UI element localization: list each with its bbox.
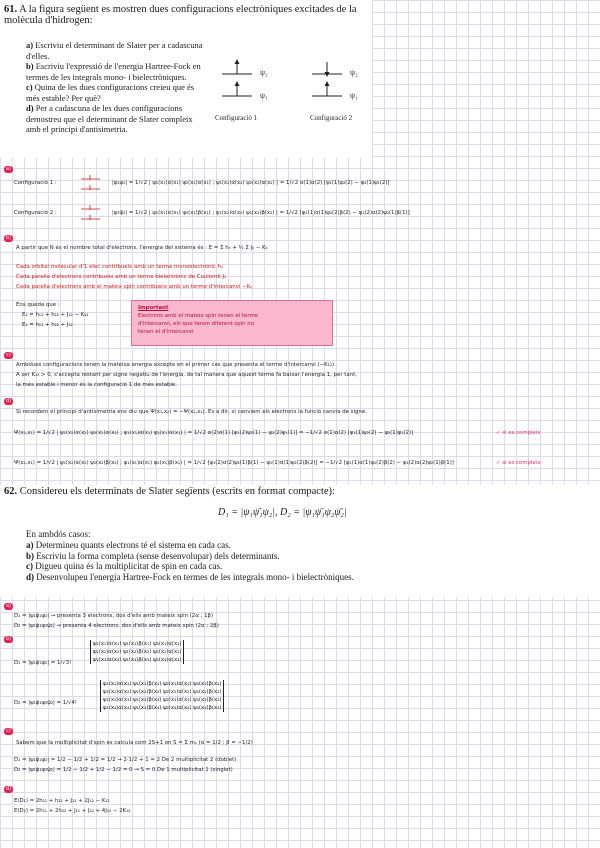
list-item: c) Digueu quina és la multiplicitat de spin en cada cas.: [26, 561, 223, 571]
a62-line: D₁ = |ψ₁ψ̄₁ψ₂| → presenta 3 electrons, dos d'ells amb mateix spin (2α ; 1β): [14, 613, 214, 619]
answer62-marker-c: c): [4, 728, 13, 735]
b-bullet: Cada parella d'electrons amb el mateix spin contribueix amb un terme d'intercanvi −Kᵢⱼ: [16, 284, 253, 290]
c62-line: D₁ = |ψ₁ψ̄₁ψ₂| = 1/2 − 1/2 + 1/2 = 1/2 → 2·1/2 + 1 = 2 De 2 multiplicitat 2 (doblet): [14, 757, 237, 763]
list-item: b) Escriviu la forma completa (sense desenvolupar) dels determinants.: [26, 550, 280, 561]
list-item: c) Quina de les dues configuracions creieu que és més estable? Per què?: [26, 82, 195, 103]
config1-sketch: [78, 174, 108, 194]
note-line: tenen el d'intercanvi: [138, 329, 194, 335]
list-item: d) Desenvolupeu l'energia Hartree-Fock en termes de les integrals mono- i bielectròniques.: [26, 571, 354, 582]
b-bullet: Cada parella d'electrons contribueix amb un terme bielectrònic de Coulomb Jᵢⱼ: [16, 274, 226, 280]
matrix-row: ψ₁(x₁)α(x₁) ψ₁(x₁)β(x₁) ψ₂(x₁)α(x₁) ψ₂(x₁)β(x₁): [103, 681, 222, 687]
problem-61-items: [26, 40, 206, 135]
b-bullet: Cada orbital molecular d'1 elec contribueix amb un terme monoelectrònic hᵢᵢ: [16, 264, 223, 270]
config2-determinant: |ψ₁ψ̄₂| = 1/√2 | ψ₁(x₁)α(x₁) ψ₂(x₁)β(x₁) ; ψ₁(x₂)α(x₂) ψ₂(x₂)β(x₂) | = 1/√2 [ψ₁(1)α(1)ψ₂(2)β(2) − ψ₁(2)α(2)ψ₂(1)β(1)]: [112, 210, 410, 216]
c-line: A ser K₁₂ > 0, s'accepta restant per signe negatiu de l'energia, de tal manera que aquest terme fa baixar l'energia 1, per tant,: [16, 372, 357, 378]
energy-e2: E₂ = h₁₁ + h₂₂ + J₁₂: [22, 322, 73, 328]
answer-marker-d: d): [5, 398, 12, 404]
problem-62-items: [26, 540, 586, 582]
d-check-config2: ✓ sí es compleix: [496, 460, 541, 466]
d1-prefix: D₁ = |ψ₁ψ̄₁ψ₂| = 1/√3!: [14, 660, 72, 666]
answer-marker-c: c): [4, 352, 13, 359]
c-line: la més estable i menor és la configuració 1 de més estable.: [16, 382, 177, 388]
note-title: Important: [138, 305, 169, 311]
problem-61-intro: 61. A la figura següent es mostren dues configuracions electròniques excitades de la molècula d'hidrogen:: [4, 4, 357, 26]
note-line: d'intercanvi, els que tenen diferent spin no: [138, 321, 255, 327]
matrix-row: ψ₁(x₃)α(x₃) ψ₁(x₃)β(x₃) ψ₂(x₃)α(x₃): [93, 657, 182, 663]
answer62-marker-a: a): [5, 603, 11, 609]
matrix-row: ψ₁(x₁)α(x₁) ψ₁(x₁)β(x₁) ψ₂(x₁)α(x₁): [93, 641, 182, 647]
c62-intro: Sabem que la multiplicitat d'spin es calcula com 2S+1 on S = Σ mₛ (α = 1/2 ; β = −1/2): [16, 740, 253, 746]
d1-determinant-matrix: [90, 640, 184, 664]
problem-62-block: [0, 485, 600, 597]
config2-label: Configuració 2 :: [14, 210, 57, 216]
c-line: Ambdues configuracions tenen la mateixa energia excepte en el primer cas que presenta el terme d'intercanvi (−K₁₂).: [16, 362, 336, 368]
d2-prefix: D₂ = |ψ₁ψ̄₁ψ₂ψ̄₂| = 1/√4!: [14, 700, 77, 706]
psi1-label-config2: ψ₁: [350, 91, 358, 100]
both-cases-label: En ambdós casos:: [26, 529, 91, 539]
problem-61-block: [0, 0, 372, 158]
matrix-row: ψ₁(x₂)α(x₂) ψ₁(x₂)β(x₂) ψ₂(x₂)α(x₂) ψ₂(x₂)β(x₂): [103, 689, 222, 695]
a62-line: D₂ = |ψ₁ψ̄₁ψ₂ψ̄₂| → presenta 4 electrons, dos d'ells amb mateix spin (2α ; 2β): [14, 623, 219, 629]
psi2-label-config1: ψ₂: [260, 68, 268, 77]
answer62-marker-d: d): [5, 786, 12, 792]
config2-sketch: [78, 204, 108, 224]
d2-determinant-matrix: [100, 680, 224, 712]
config2-caption: Configuració 2: [310, 114, 353, 122]
c62-line: D₂ = |ψ₁ψ̄₁ψ₂ψ̄₂| = 1/2 − 1/2 + 1/2 − 1/2 = 0 → S = 0 De 1 multiplicitat 1 (singlet): [14, 767, 233, 773]
answer-marker-a: a): [5, 166, 11, 172]
slater-formula: D₁ = |ψ₁ψ̄₁ψ₂|, D₂ = |ψ₁ψ̄₁ψ₂ψ̄₂|: [218, 507, 347, 518]
energy-d1: E(D₁) = 2h₁₁ + h₂₂ + J₁₁ + 2J₁₂ − K₁₂: [14, 798, 110, 804]
matrix-row: ψ₁(x₂)α(x₂) ψ₁(x₂)β(x₂) ψ₂(x₂)α(x₂): [93, 649, 182, 655]
psi2-label-config2: ψ₂: [350, 68, 358, 77]
problem-61-number: 61.: [4, 4, 18, 15]
list-item: b) Escriviu l'expressió de l'energia Hartree-Fock en termes de les integrals mono- i bielectròniques.: [26, 61, 201, 82]
answer-marker-b: b): [5, 235, 12, 241]
matrix-row: ψ₁(x₄)α(x₄) ψ₁(x₄)β(x₄) ψ₂(x₄)α(x₄) ψ₂(x₄)β(x₄): [103, 705, 222, 711]
energy-d2: E(D₂) = 2h₁₁ + 2h₂₂ + J₁₁ + J₂₂ + 4J₁₂ − 2K₁₂: [14, 808, 131, 814]
problem-62-number: 62.: [4, 486, 18, 497]
b-intro: A partir que N és el nombre total d'electrons, l'energia del sistema és : E = Σ hᵢᵢ + ½ Σ Jᵢⱼ − Kᵢⱼ: [16, 245, 268, 251]
important-note: [131, 300, 333, 346]
d-intro: Si recordem el principi d'antisimetria ens diu que Ψ(x₁,x₂) = −Ψ(x₂,x₁). És a dir, si canviem els electrons la funció canvia de signe.: [16, 409, 367, 415]
energy-e1: E₁ = h₁₁ + h₂₂ + J₁₂ − K₁₂: [22, 312, 89, 318]
config1-label: Configuració 1 :: [14, 180, 57, 186]
config1-caption: Configuració 1: [215, 114, 258, 122]
b-results-title: Ens queda que :: [16, 302, 60, 308]
list-item: a) Determineu quants electrons té el sistema en cada cas.: [26, 540, 231, 550]
problem-62-intro: 62. Considereu els determinats de Slater segïents (escrits en format compacte):: [4, 486, 335, 497]
d-check-config1: ✓ sí es compleix: [496, 430, 541, 436]
note-line: Electrons amb el mateix spin tenen el terme: [138, 313, 259, 319]
psi1-label-config1: ψ₁: [260, 91, 268, 100]
d-proof-config1: Ψ(x₂,x₁) = 1/√2 | ψ₁(x₂)α(x₂) ψ₂(x₂)α(x₂) ; ψ₁(x₁)α(x₁) ψ₂(x₁)α(x₁) | = 1/√2 α(2)α(1) [ψ₁(2)ψ₂(1) − ψ₂(2)ψ₁(1)] = −1/√2 α(1)α(2) [ψ₁(1)ψ₂(2) − ψ₂(1)ψ₁(2)]: [14, 430, 414, 436]
d-proof-config2: Ψ(x₂,x₁) = 1/√2 | ψ₁(x₂)α(x₂) ψ₂(x₂)β(x₂) ; ψ₁(x₁)α(x₁) ψ₂(x₁)β(x₁) | = 1/√2 [ψ₁(2)α(2)ψ₂(1)β(1) − ψ₁(1)α(1)ψ₂(2)β(2)] = −1/√2 [ψ₁(1)α(1)ψ₂(2)β(2) − ψ₁(2)α(2)ψ₂(1)β(1)]: [14, 460, 454, 466]
answer62-marker-b: b): [5, 636, 12, 642]
config1-determinant: |ψ₁ψ₂| = 1/√2 | ψ₁(x₁)α(x₁) ψ₂(x₁)α(x₁) ; ψ₁(x₂)α(x₂) ψ₂(x₂)α(x₂) | = 1/√2 α(1)α(2) [ψ₁(1)ψ₂(2) − ψ₂(1)ψ₁(2)]: [112, 180, 390, 186]
list-item: a) Escriviu el determinant de Slater per a cadascuna d'elles.: [26, 40, 203, 61]
matrix-row: ψ₁(x₃)α(x₃) ψ₁(x₃)β(x₃) ψ₂(x₃)α(x₃) ψ₂(x₃)β(x₃): [103, 697, 222, 703]
list-item: d) Per a cadascuna de les dues configuracions demostreu que el determinant de Slater compleix amb el principi d'antisimetria.: [26, 103, 193, 134]
